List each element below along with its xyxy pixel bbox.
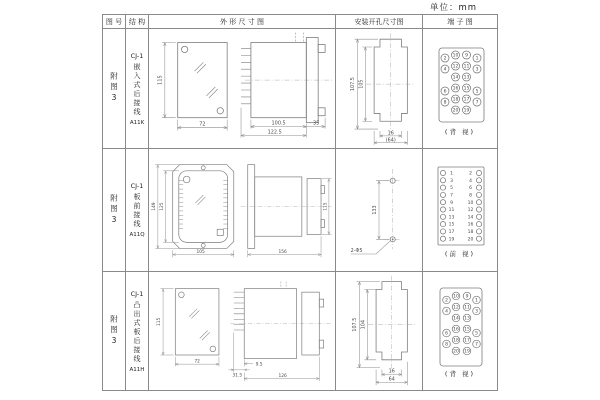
install-drawing-a11h [337, 273, 422, 389]
terminal-number: 11 [463, 64, 469, 70]
dimensions [350, 39, 407, 145]
terminal-number: 14 [452, 316, 459, 322]
unit-label: 单位：mm [430, 3, 478, 13]
terminal-number: 9 [449, 200, 453, 206]
model-label: CJ-1 [130, 51, 144, 60]
side-view [230, 282, 331, 359]
terminal-number: 14 [452, 75, 458, 81]
structure-cell-a11k [126, 29, 149, 149]
terminal-circle [440, 222, 445, 227]
terminal-number: 14 [467, 215, 473, 221]
terminal-number: 19 [448, 237, 454, 243]
terminal-diagram-a11h [424, 284, 497, 368]
outline-drawing-a11h [150, 273, 335, 389]
header-structure: 结 构 [126, 15, 149, 29]
dimensions [150, 164, 331, 256]
terminal-cell-a11q [423, 149, 497, 272]
terminal-number: 12 [452, 64, 458, 70]
terminal-number: 18 [452, 97, 458, 103]
spec-table [102, 14, 498, 391]
dimensions [352, 282, 407, 386]
terminal-diagram-a11k [424, 42, 497, 126]
fig-no-label: 附图3 [109, 193, 119, 227]
fig-no-label: 附图3 [109, 314, 119, 348]
fig-no-cell-a11h [103, 272, 126, 390]
terminal-number: 20 [452, 349, 459, 355]
terminal-number: 4 [468, 178, 472, 184]
dim-len3: 35 [312, 120, 319, 127]
dimensions [350, 180, 390, 253]
terminal-number: 18 [452, 338, 459, 344]
structure-code: A11H [129, 366, 145, 373]
terminal-circle [476, 222, 481, 227]
terminal-number: 11 [463, 305, 470, 311]
dim-height2: 125 [159, 201, 165, 211]
terminal-number: 15 [463, 86, 469, 92]
dim-height: 115 [156, 74, 163, 85]
terminal-circle [440, 229, 445, 234]
model-label: CJ-1 [130, 289, 144, 298]
terminal-number: 18 [467, 230, 473, 235]
install-cell-a11h [336, 272, 423, 390]
terminal-number: 15 [448, 222, 454, 228]
outline-cell-a11q [149, 149, 336, 272]
view-label: (背 视) [444, 370, 476, 378]
terminal-cell-a11k [423, 29, 497, 149]
terminal-number: 7 [449, 193, 453, 199]
dim-inner-height: 104 [359, 319, 366, 330]
dim-outer-height: 107.5 [349, 76, 356, 91]
terminal-number: 1 [474, 298, 478, 304]
terminal-number: 16 [467, 222, 473, 228]
terminal-number: 4 [443, 67, 446, 73]
terminal-circle [440, 207, 445, 212]
structure-name: 嵌入式后接线 [133, 62, 141, 117]
dim-len1: 100.5 [271, 120, 286, 127]
header-fig-no: 图 号 [103, 15, 126, 29]
terminal-number: 7 [475, 100, 478, 106]
terminal-number: 13 [463, 316, 470, 322]
terminal-number: 3 [449, 178, 453, 184]
dim-slot-width: 16 [387, 129, 394, 136]
terminal-number: 15 [463, 327, 470, 333]
outline-drawing-a11q [150, 150, 335, 271]
terminal-number: 6 [444, 331, 448, 337]
header-terminal-diagram: 端 子 图 [423, 15, 497, 29]
dim-outer-height: 107.5 [351, 317, 358, 332]
terminal-number: 20 [452, 108, 458, 114]
dim-width: 105 [195, 249, 205, 255]
view-label: (背 视) [444, 127, 476, 136]
dim-width: 72 [198, 121, 206, 128]
terminal-number: 4 [444, 309, 448, 315]
outline-cell-a11k [149, 29, 336, 149]
terminal-number: 7 [474, 342, 478, 348]
header-install-holes: 安装开孔尺寸图 [336, 15, 423, 29]
structure-code: A11Q [129, 232, 145, 238]
dim-width: 72 [193, 359, 200, 365]
terminal-number: 17 [463, 338, 470, 344]
terminal-circle [476, 236, 481, 241]
terminal-number: 12 [452, 305, 459, 311]
terminal-number: 10 [452, 294, 459, 300]
terminal-diagram-a11q [424, 162, 497, 248]
dim-total-width: 64 [388, 376, 395, 383]
front-view [175, 289, 219, 355]
terminal-circle [440, 185, 445, 190]
terminal-number: 19 [463, 108, 469, 114]
terminal-number: 8 [443, 100, 446, 106]
hole-callout: 2-Φ5 [350, 247, 362, 254]
dim-inner-height: 105 [357, 78, 364, 89]
dim-len3: 126 [277, 373, 287, 379]
terminal-circle [476, 185, 481, 190]
terminal-number: 5 [474, 331, 478, 337]
terminal-number: 13 [448, 215, 454, 221]
terminal-number: 2 [443, 56, 446, 62]
terminal-circle [476, 214, 481, 219]
terminal-circle [440, 214, 445, 219]
terminal-number: 2 [444, 298, 448, 304]
terminal-circle [440, 170, 445, 175]
terminal-number: 5 [475, 89, 478, 95]
terminal-number: 9 [464, 53, 468, 59]
terminal-cell-a11h [423, 272, 497, 390]
side-view [241, 32, 332, 122]
terminal-number: 9 [465, 294, 468, 300]
structure-name: 凸出式板后接线 [133, 300, 141, 364]
terminal-number: 13 [463, 75, 469, 81]
terminal-number: 17 [463, 97, 469, 103]
install-drawing-a11q [337, 150, 422, 271]
terminal-number: 8 [444, 342, 448, 348]
terminal-number: 11 [448, 208, 454, 214]
front-view [172, 164, 233, 248]
structure-name: 板前接线 [133, 193, 141, 229]
structure-code: A11K [129, 119, 145, 126]
fig-no-cell-a11k [103, 29, 126, 149]
terminal-circle [476, 192, 481, 197]
terminal-circle [440, 236, 445, 241]
terminal-number: 8 [468, 193, 472, 199]
fig-no-label: 附图3 [109, 72, 119, 105]
model-label: CJ-1 [130, 182, 144, 190]
view-label: (前 视) [444, 250, 476, 258]
terminal-number: 19 [463, 349, 470, 355]
terminal-number: 1 [475, 56, 478, 62]
dim-len2: 122.5 [267, 129, 282, 136]
install-cell-a11k [336, 29, 423, 149]
terminal-circle [440, 192, 445, 197]
terminal-number: 20 [467, 237, 473, 243]
terminal-circle [476, 200, 481, 205]
terminal-number: 6 [468, 186, 472, 192]
terminal-number: 1 [449, 171, 453, 177]
dim-height: 115 [156, 317, 162, 327]
front-view [177, 42, 226, 117]
outline-cell-a11h [149, 272, 336, 390]
header-outline-dims: 外 形 尺 寸 图 [149, 15, 336, 29]
dim-len1: 9.5 [255, 362, 263, 368]
terminal-circle [476, 229, 481, 234]
terminal-number: 5 [449, 186, 453, 192]
side-view [240, 164, 331, 248]
outline-drawing-a11k [150, 30, 335, 148]
dim-height3: 115 [322, 201, 328, 211]
dim-slot-width: 16 [388, 368, 395, 375]
dimensions [156, 289, 319, 382]
fig-no-cell-a11q [103, 149, 126, 272]
install-drawing-a11k [337, 30, 422, 148]
structure-cell-a11q [126, 149, 149, 272]
terminal-number: 16 [452, 327, 459, 333]
dim-len2: 31.5 [231, 373, 242, 379]
terminal-number: 3 [474, 309, 478, 315]
terminal-circle [440, 200, 445, 205]
install-cell-a11q [336, 149, 423, 272]
dim-length: 156 [277, 249, 287, 255]
terminal-number: 10 [467, 200, 473, 206]
terminal-circle [476, 178, 481, 183]
terminal-number: 17 [448, 230, 454, 235]
terminal-circle [440, 178, 445, 183]
terminal-circle [476, 207, 481, 212]
terminal-circle [476, 170, 481, 175]
terminal-number: 16 [452, 86, 458, 92]
terminal-number: 12 [467, 208, 473, 214]
terminal-number: 3 [475, 67, 478, 73]
structure-cell-a11h [126, 272, 149, 390]
dim-height1: 149 [151, 201, 157, 211]
terminal-number: 10 [452, 53, 458, 59]
dim-hole-spacing: 133 [371, 204, 378, 215]
dim-total-width: (64) [385, 136, 396, 143]
terminal-number: 2 [468, 171, 472, 177]
terminal-number: 6 [443, 89, 446, 95]
